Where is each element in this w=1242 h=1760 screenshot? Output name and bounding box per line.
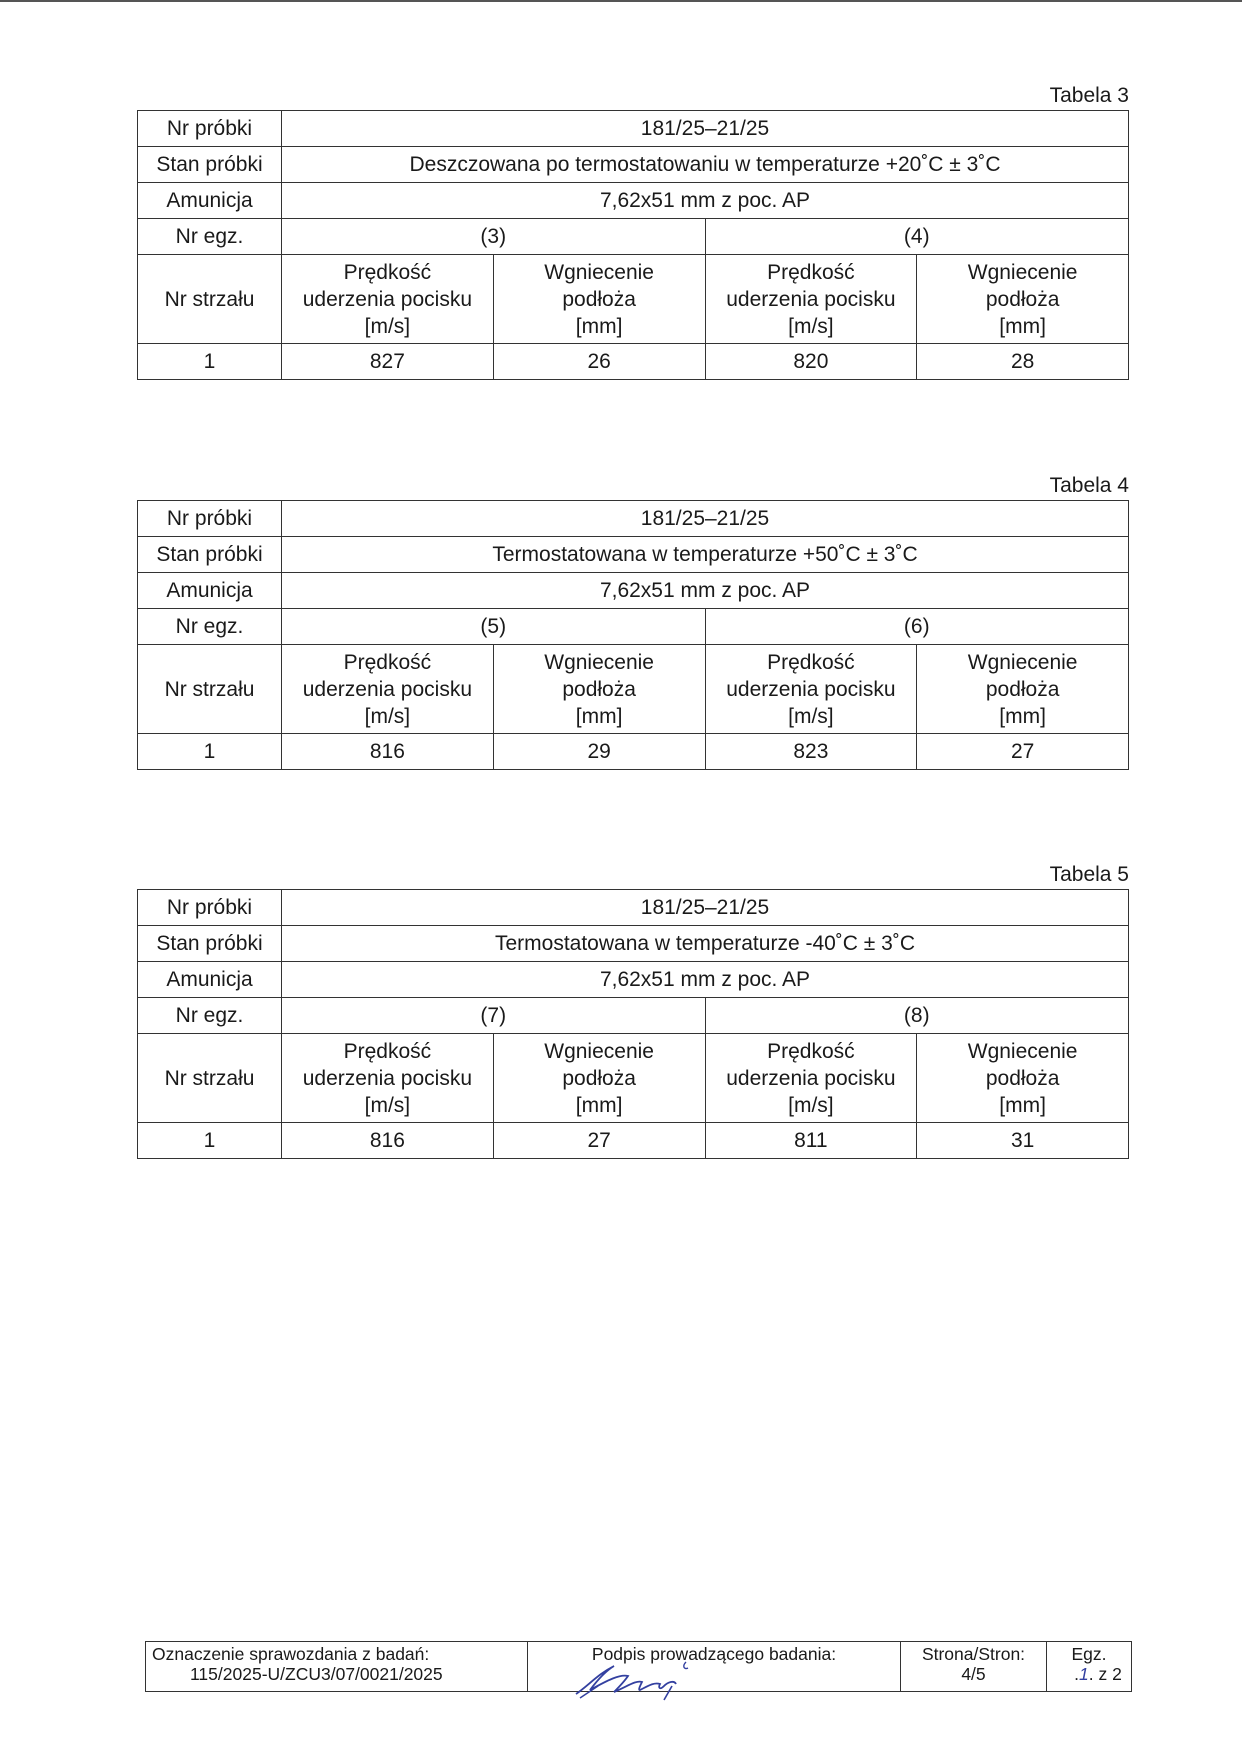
specimen-no-label: Nr egz. (138, 609, 282, 645)
sample-no-label: Nr próbki (138, 111, 282, 147)
results-table (137, 110, 1129, 380)
specimen-a: (5) (282, 609, 706, 645)
sample-state-label: Stan próbki (138, 926, 282, 962)
velocity-header: Prędkość uderzenia pocisku [m/s] (705, 255, 917, 344)
dent-value: 29 (493, 734, 705, 770)
velocity-header: Prędkość uderzenia pocisku [m/s] (282, 645, 494, 734)
results-table (137, 889, 1129, 1159)
sample-state-label: Stan próbki (138, 147, 282, 183)
copy-cell (1047, 1642, 1132, 1692)
sample-state-value: Deszczowana po termostatowaniu w temperaturze +20˚C ± 3˚C (282, 147, 1129, 183)
sample-state-value: Termostatowana w temperaturze +50˚C ± 3˚C (282, 537, 1129, 573)
dent-value: 28 (917, 344, 1129, 380)
copy-number-handwritten: 1 (1079, 1664, 1089, 1684)
table-caption: Tabela 5 (1049, 863, 1129, 886)
page-value: 4/5 (961, 1664, 986, 1684)
sample-state-label: Stan próbki (138, 537, 282, 573)
dent-header: Wgniecenie podłoża [mm] (493, 255, 705, 344)
specimen-no-label: Nr egz. (138, 998, 282, 1034)
specimen-b: (6) (705, 609, 1129, 645)
ammo-value: 7,62x51 mm z poc. AP (282, 183, 1129, 219)
shot-no-label: Nr strzału (138, 255, 282, 344)
page-label: Strona/Stron: (921, 1644, 1026, 1664)
report-id-cell (146, 1642, 528, 1692)
specimen-b: (4) (705, 219, 1129, 255)
results-table (137, 500, 1129, 770)
report-footer (145, 1641, 1122, 1692)
velocity-value: 816 (282, 734, 494, 770)
page-top-edge (0, 0, 1242, 2)
dent-value: 31 (917, 1123, 1129, 1159)
report-id-value: 115/2025-U/ZCU3/07/0021/2025 (190, 1664, 443, 1684)
page-cell (901, 1642, 1047, 1692)
signature-cell (528, 1642, 901, 1692)
dent-value: 27 (917, 734, 1129, 770)
sample-no-value: 181/25–21/25 (282, 890, 1129, 926)
sample-no-value: 181/25–21/25 (282, 111, 1129, 147)
specimen-no-label: Nr egz. (138, 219, 282, 255)
copy-value: .1. z 2 (1074, 1664, 1122, 1684)
velocity-value: 820 (705, 344, 917, 380)
sample-no-value: 181/25–21/25 (282, 501, 1129, 537)
footer-table (145, 1641, 1132, 1692)
velocity-value: 816 (282, 1123, 494, 1159)
velocity-header: Prędkość uderzenia pocisku [m/s] (705, 645, 917, 734)
table-3 (137, 82, 1129, 380)
sample-state-value: Termostatowana w temperaturze -40˚C ± 3˚C (282, 926, 1129, 962)
sample-no-label: Nr próbki (138, 890, 282, 926)
shot-number: 1 (138, 344, 282, 380)
dent-value: 26 (493, 344, 705, 380)
signature-icon (568, 1656, 698, 1702)
velocity-header: Prędkość uderzenia pocisku [m/s] (282, 1034, 494, 1123)
specimen-b: (8) (705, 998, 1129, 1034)
ammo-label: Amunicja (138, 573, 282, 609)
ammo-value: 7,62x51 mm z poc. AP (282, 962, 1129, 998)
report-id-label: Oznaczenie sprawozdania z badań: (152, 1644, 430, 1664)
sample-no-label: Nr próbki (138, 501, 282, 537)
dent-header: Wgniecenie podłoża [mm] (917, 645, 1129, 734)
table-5 (137, 861, 1129, 1159)
shot-no-label: Nr strzału (138, 645, 282, 734)
table-caption: Tabela 3 (1049, 84, 1129, 107)
shot-number: 1 (138, 734, 282, 770)
table-caption: Tabela 4 (1049, 474, 1129, 497)
velocity-value: 827 (282, 344, 494, 380)
velocity-value: 823 (705, 734, 917, 770)
dent-header: Wgniecenie podłoża [mm] (493, 645, 705, 734)
velocity-header: Prędkość uderzenia pocisku [m/s] (282, 255, 494, 344)
copy-label: Egz. (1071, 1644, 1107, 1664)
dent-header: Wgniecenie podłoża [mm] (917, 255, 1129, 344)
ammo-label: Amunicja (138, 962, 282, 998)
dent-header: Wgniecenie podłoża [mm] (917, 1034, 1129, 1123)
table-4 (137, 472, 1129, 770)
specimen-a: (7) (282, 998, 706, 1034)
shot-no-label: Nr strzału (138, 1034, 282, 1123)
signature-label: Podpis prowadzącego badania: (591, 1644, 837, 1664)
shot-number: 1 (138, 1123, 282, 1159)
velocity-value: 811 (705, 1123, 917, 1159)
dent-header: Wgniecenie podłoża [mm] (493, 1034, 705, 1123)
specimen-a: (3) (282, 219, 706, 255)
velocity-header: Prędkość uderzenia pocisku [m/s] (705, 1034, 917, 1123)
ammo-value: 7,62x51 mm z poc. AP (282, 573, 1129, 609)
ammo-label: Amunicja (138, 183, 282, 219)
dent-value: 27 (493, 1123, 705, 1159)
